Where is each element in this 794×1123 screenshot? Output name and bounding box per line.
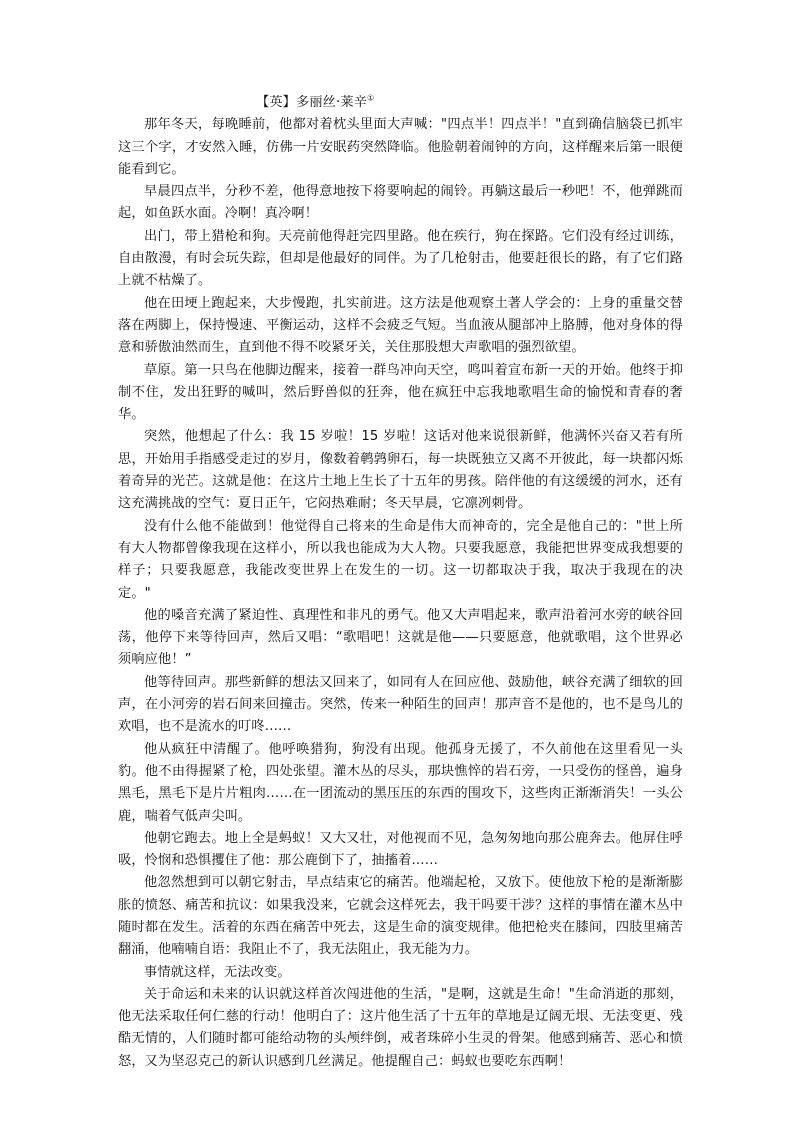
paragraph-7: 没有什么他不能做到！他觉得自己将来的生命是伟大而神奇的，完全是他自己的："世上所有大人物都曾像我现在这样小，所以我也能成为大人物。只要我愿意，我能把世界变成我想要的样子；只要我愿意，我能改变世界上在发生的一切。这一切都取决于我，取决于我现在的决定。" [118,518,683,601]
paragraph-8: 他的嗓音充满了紧迫性、真理性和非凡的勇气。他又大声唱起来，歌声沿着河水旁的峡谷回荡，他停下来等待回声，然后又唱：“歌唱吧！这就是他——只要愿意，他就歌唱，这个世界必须响应他！” [118,607,683,668]
paragraph-9: 他等待回声。那些新鲜的想法又回来了，如同有人在回应他、鼓励他，峡谷充满了细软的回声，在小河旁的岩石间来回撞击。突然，传来一种陌生的回声！那声音不是他的，也不是鸟儿的欢唱，也不是流水的叮咚…… [118,674,683,735]
article-body [118,92,683,1073]
paragraph-5: 草原。第一只鸟在他脚边醒来，接着一群鸟冲向天空，鸣叫着宣布新一天的开始。他终于抑制不住，发出狂野的喊叫，然后野兽似的狂奔，他在疯狂中忘我地歌唱生命的愉悦和青春的奢华。 [118,362,683,423]
footnote-marker: ① [367,93,375,103]
paragraph-6: 突然，他想起了什么：我 15 岁啦！15 岁啦！这话对他来说很新鲜，他满怀兴奋又若有所思，开始用手指感受走过的岁月，像数着鹌鹑卵石，每一块既独立又离不开彼此，每一块都闪烁着奇异的光芒。这就是他：在这片土地上生长了十五年的男孩。陪伴他的有这缓缓的河水，还有这充满挑战的空气：夏日正午，它闷热难耐；冬天早晨，它凛冽刺骨。 [118,429,683,512]
author-name: 【英】多丽丝·莱辛 [256,95,368,110]
paragraph-1: 那年冬天，每晚睡前，他都对着枕头里面大声喊："四点半！四点半！"直到确信脑袋已抓牢这三个字，才安然入睡，仿佛一片安眠药突然降临。他脸朝着闹钟的方向，这样醒来后第一眼便能看到它。 [118,117,683,177]
paragraph-4: 他在田埂上跑起来，大步慢跑，扎实前进。这方法是他观察土著人学会的：上身的重量交替落在两脚上，保持慢速、平衡运动，这样不会疲乏气短。当血液从腿部冲上胳膊，他对身体的得意和骄傲油然而生，直到他不得不咬紧牙关，关住那股想大声歌唱的强烈欲望。 [118,295,683,356]
paragraph-14: 关于命运和未来的认识就这样首次闯进他的生活，"是啊，这就是生命！"生命消逝的那刻，他无法采取任何仁慈的行动！他明白了：这片他生活了十五年的草地是辽阔无垠、无法变更、残酷无情的，人们随时都可能给动物的头颅绊倒，戒者珠碎小生灵的骨架。他感到痛苦、恶心和愤怒，又为坚忍克己的新认识感到几丝满足。他提醒自己：蚂蚁也要吃东西啊！ [118,986,683,1069]
paragraph-13: 事情就这样，无法改变。 [144,964,291,980]
paragraph-12: 他忽然想到可以朝它射击，早点结束它的痛苦。他端起枪，又放下。使他放下枪的是渐渐膨胀的愤怒、痛苦和抗议：如果我没来，它就会这样死去，我干吗要干涉？这样的事情在灌木丛中随时都在发生。活着的东西在痛苦中死去，这是生命的演变规律。他把枪夹在膝间，四肢里痛苦翻涌，他喃喃自语：我阻止不了，我无法阻止，我无能为力。 [118,875,683,958]
author-line [256,92,683,114]
paragraph-3: 出门，带上猎枪和狗。天亮前他得赶完四里路。他在疾行，狗在探路。它们没有经过训练，自由散漫，有时会玩失踪，但却是他最好的同伴。为了几枪射击，他要赶很长的路，有了它们路上就不枯燥了。 [118,228,683,289]
paragraph-11: 他朝它跑去。地上全是蚂蚁！又大又壮，对他视而不见，急匆匆地向那公鹿奔去。他屏住呼吸，怜悯和恐惧攫住了他：那公鹿倒下了，抽搐着…… [118,830,683,869]
paragraph-2: 早晨四点半，分秒不差，他得意地按下将要响起的闹铃。再躺这最后一秒吧！不，他弹跳而起，如鱼跃水面。冷啊！真冷啊！ [118,184,683,222]
paragraph-10: 他从疯狂中清醒了。他呼唤猎狗，狗没有出现。他孤身无援了，不久前他在这里看见一头豹。他不由得握紧了枪，四处张望。灌木丛的尽头，那块憔悴的岩石旁，一只受伤的怪兽，遍身黑毛，黑毛下是片片粗肉……在一团流动的黑压压的东西的围攻下，这些肉正渐渐消失！一头公鹿，喘着气低声尖叫。 [118,741,683,824]
